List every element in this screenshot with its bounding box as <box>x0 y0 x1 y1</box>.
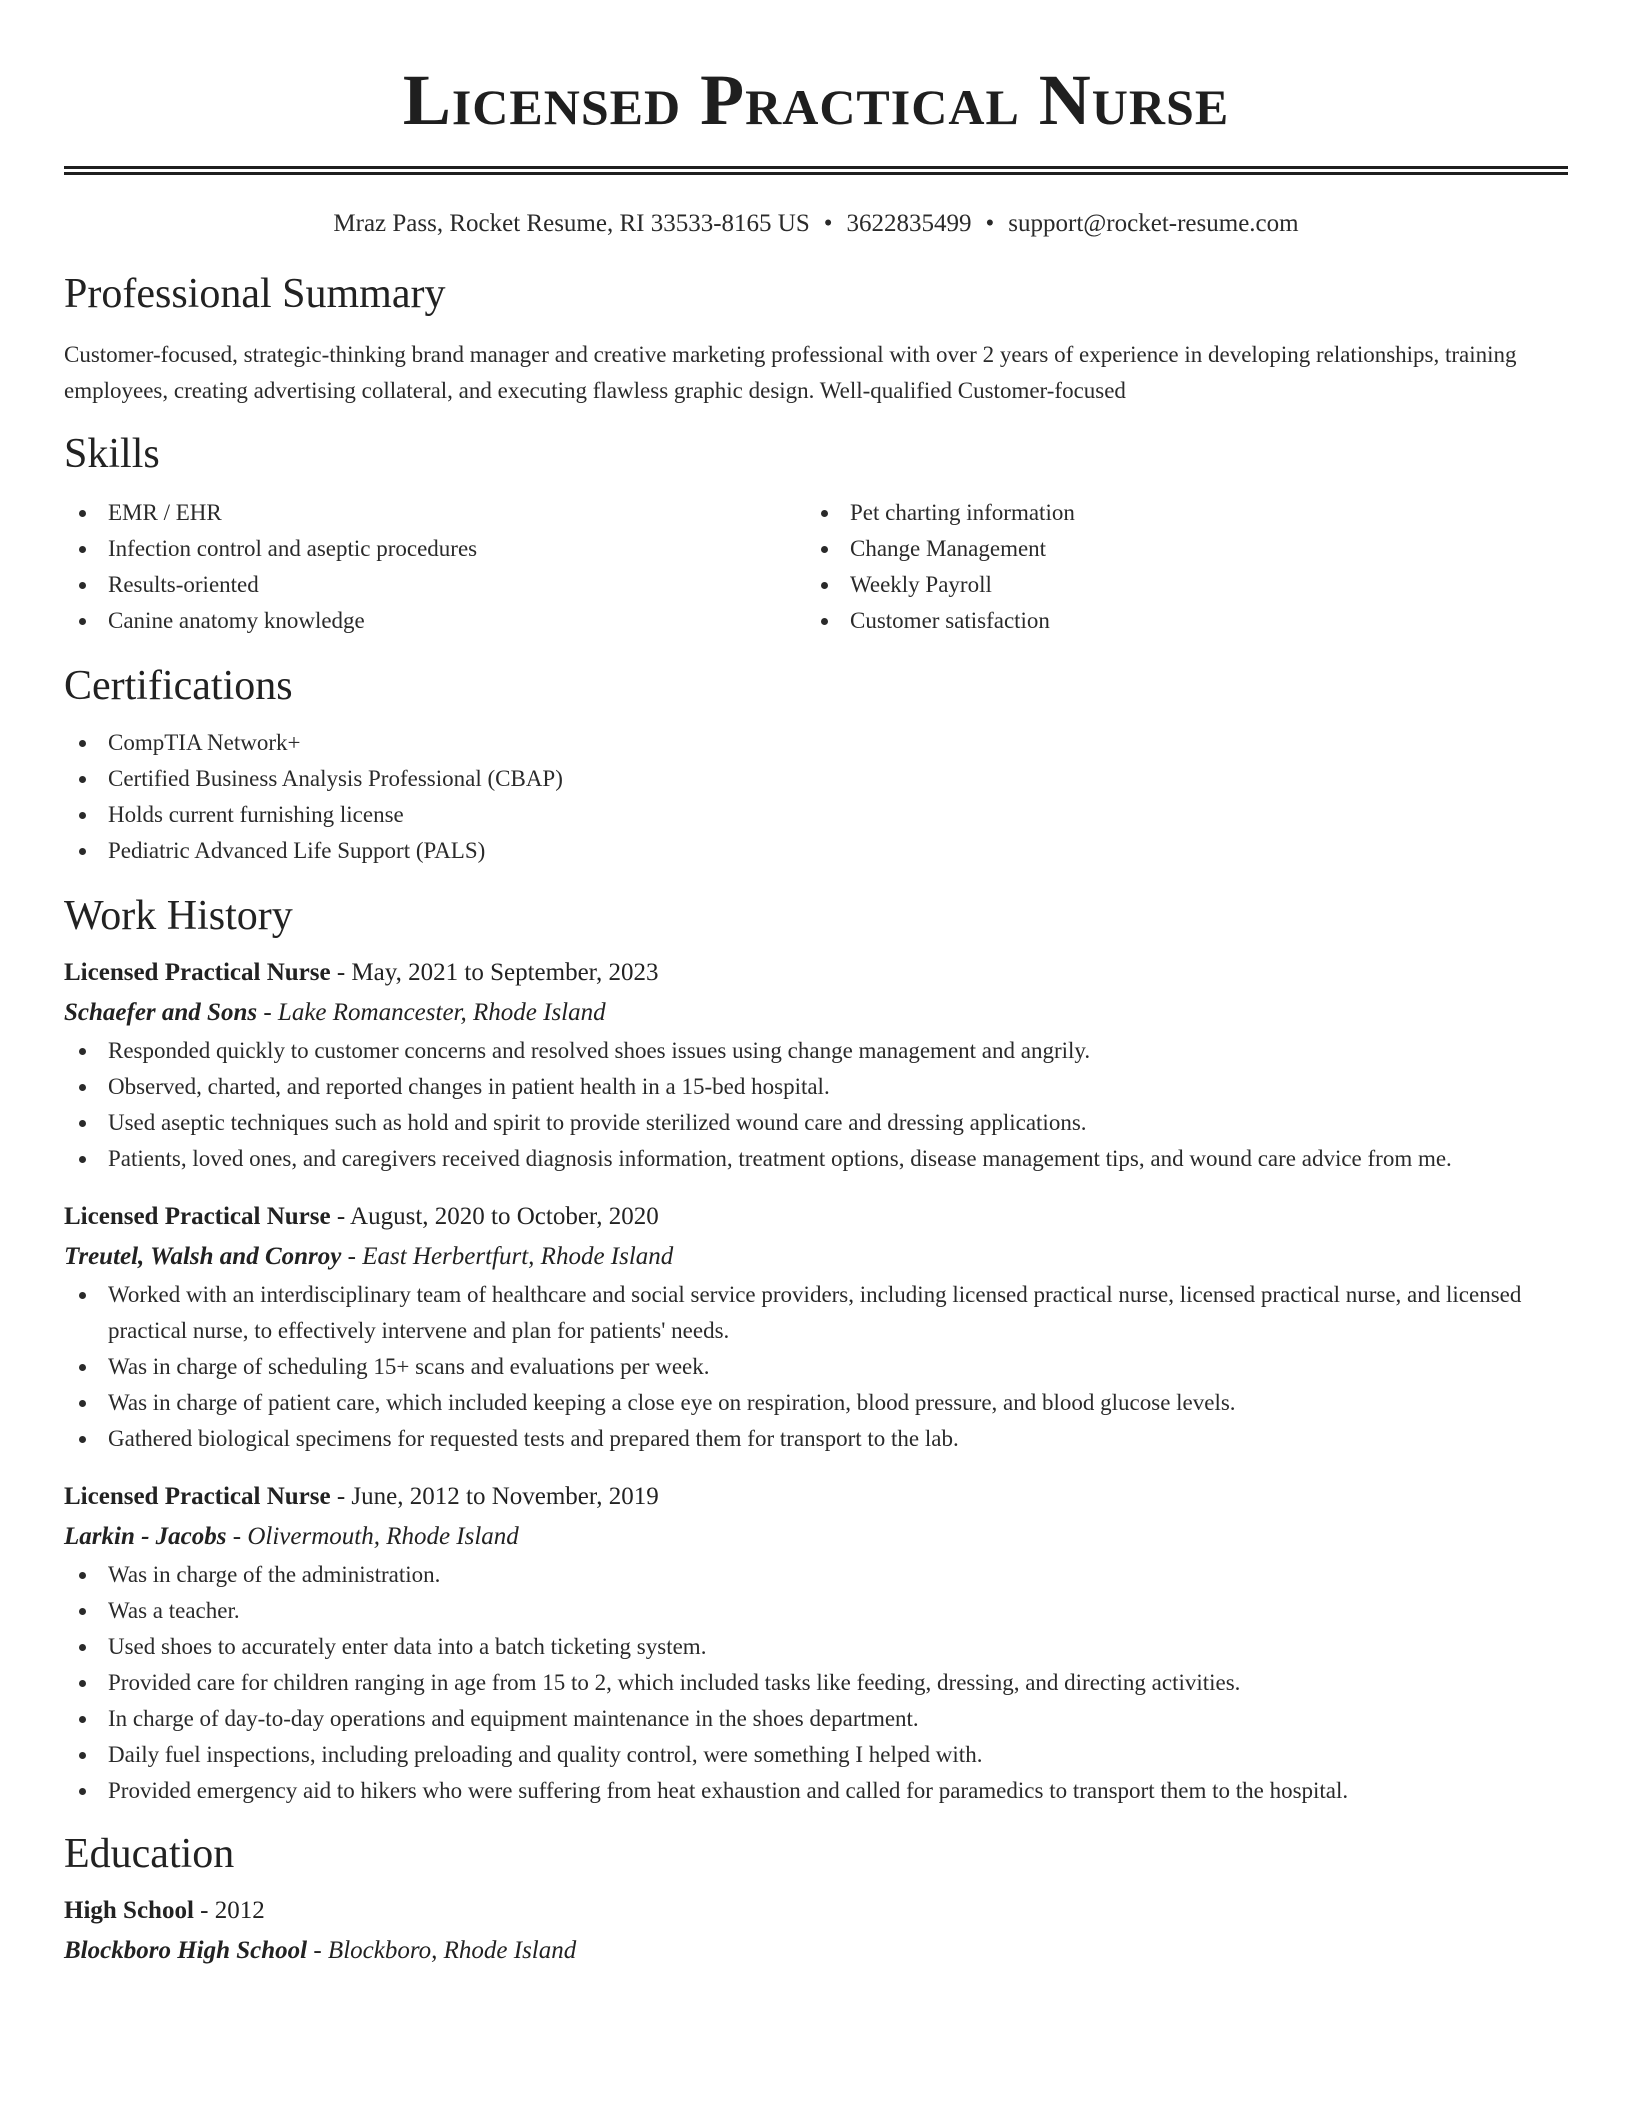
contact-email: support@rocket-resume.com <box>1008 210 1299 237</box>
duty-item: Provided care for children ranging in age from 15 to 2, which included tasks like feeding, dressing, and directing activities. <box>64 1665 1568 1701</box>
job-duties <box>64 1033 1568 1177</box>
education-school-line <box>64 1931 1568 1971</box>
job-title: Licensed Practical Nurse <box>64 1483 331 1510</box>
job-title: Licensed Practical Nurse <box>64 1203 331 1230</box>
duty-item: Provided emergency aid to hikers who were suffering from heat exhaustion and called for paramedics to transport them to the hospital. <box>64 1773 1568 1809</box>
job-entry <box>64 953 1568 1177</box>
duty-item: Used aseptic techniques such as hold and spirit to provide sterilized wound care and dressing applications. <box>64 1105 1568 1141</box>
job-company-line <box>64 1237 1568 1277</box>
certification-item: Holds current furnishing license <box>64 797 1568 833</box>
duty-item: Was in charge of patient care, which included keeping a close eye on respiration, blood pressure, and blood glucose levels. <box>64 1385 1568 1421</box>
title-divider <box>64 166 1568 175</box>
skills-column-right <box>806 495 1548 639</box>
skill-item: EMR / EHR <box>64 495 806 531</box>
job-company-line <box>64 993 1568 1033</box>
summary-heading: Professional Summary <box>64 271 446 317</box>
skill-item: Pet charting information <box>806 495 1548 531</box>
skill-item: Infection control and aseptic procedures <box>64 531 806 567</box>
duty-item: Patients, loved ones, and caregivers received diagnosis information, treatment options, disease management tips, and wound care advice from me. <box>64 1141 1568 1177</box>
job-entry <box>64 1477 1568 1809</box>
job-dates: - August, 2020 to October, 2020 <box>330 1203 659 1230</box>
job-dates: - May, 2021 to September, 2023 <box>330 959 659 986</box>
job-title-line <box>64 1477 1568 1517</box>
job-company: Larkin - Jacobs <box>64 1523 227 1550</box>
contact-separator: • <box>823 210 833 237</box>
work-history-heading: Work History <box>64 893 293 939</box>
education-degree: High School <box>64 1897 194 1924</box>
certifications-heading: Certifications <box>64 663 293 709</box>
resume-page <box>64 0 1568 1971</box>
job-title-line <box>64 1197 1568 1237</box>
duty-item: Gathered biological specimens for requested tests and prepared them for transport to the lab. <box>64 1421 1568 1457</box>
skill-item: Weekly Payroll <box>806 567 1548 603</box>
education-year: - 2012 <box>193 1897 265 1924</box>
job-duties <box>64 1277 1568 1457</box>
job-location: - Lake Romancester, Rhode Island <box>257 999 606 1026</box>
skill-item: Customer satisfaction <box>806 603 1548 639</box>
education-school: Blockboro High School <box>64 1937 308 1964</box>
duty-item: Daily fuel inspections, including preloading and quality control, were something I helped with. <box>64 1737 1568 1773</box>
education-heading: Education <box>64 1831 235 1877</box>
certification-item: CompTIA Network+ <box>64 725 1568 761</box>
job-title: Licensed Practical Nurse <box>64 959 331 986</box>
certification-item: Certified Business Analysis Professional (CBAP) <box>64 761 1568 797</box>
summary-text: Customer-focused, strategic-thinking brand manager and creative marketing professional with over 2 years of experience in developing relationships, training employees, creating advertising collateral, and executing flawless graphic design. Well-qualified Customer-focused <box>64 342 1517 403</box>
job-duties <box>64 1557 1568 1809</box>
contact-line <box>64 209 1568 239</box>
duty-item: Was in charge of the administration. <box>64 1557 1568 1593</box>
job-dates: - June, 2012 to November, 2019 <box>330 1483 659 1510</box>
job-title-line <box>64 953 1568 993</box>
duty-item: Was a teacher. <box>64 1593 1568 1629</box>
certifications-list <box>64 725 1568 869</box>
job-company: Schaefer and Sons <box>64 999 258 1026</box>
skills-list <box>64 495 1568 639</box>
skill-item: Change Management <box>806 531 1548 567</box>
job-company: Treutel, Walsh and Conroy <box>64 1243 342 1270</box>
job-company-line <box>64 1517 1568 1557</box>
education-entry <box>64 1891 1568 1971</box>
job-location: - Olivermouth, Rhode Island <box>226 1523 519 1550</box>
duty-item: In charge of day-to-day operations and equipment maintenance in the shoes department. <box>64 1701 1568 1737</box>
duty-item: Used shoes to accurately enter data into a batch ticketing system. <box>64 1629 1568 1665</box>
duty-item: Worked with an interdisciplinary team of healthcare and social service providers, including licensed practical nurse, licensed practical nurse, and licensed practical nurse, to effectively intervene and plan for patients' needs. <box>64 1277 1568 1349</box>
resume-title: Licensed Practical Nurse <box>402 60 1230 140</box>
contact-phone: 3622835499 <box>846 210 972 237</box>
skill-item: Results-oriented <box>64 567 806 603</box>
duty-item: Responded quickly to customer concerns and resolved shoes issues using change management and angrily. <box>64 1033 1568 1069</box>
skill-item: Canine anatomy knowledge <box>64 603 806 639</box>
duty-item: Observed, charted, and reported changes in patient health in a 15-bed hospital. <box>64 1069 1568 1105</box>
duty-item: Was in charge of scheduling 15+ scans and evaluations per week. <box>64 1349 1568 1385</box>
education-degree-line <box>64 1891 1568 1931</box>
skills-heading: Skills <box>64 431 160 477</box>
job-entry <box>64 1197 1568 1457</box>
skills-column-left <box>64 495 806 639</box>
contact-separator: • <box>985 210 995 237</box>
job-location: - East Herbertfurt, Rhode Island <box>341 1243 674 1270</box>
education-location: - Blockboro, Rhode Island <box>307 1937 577 1964</box>
certification-item: Pediatric Advanced Life Support (PALS) <box>64 833 1568 869</box>
contact-address: Mraz Pass, Rocket Resume, RI 33533-8165 US <box>333 210 810 237</box>
